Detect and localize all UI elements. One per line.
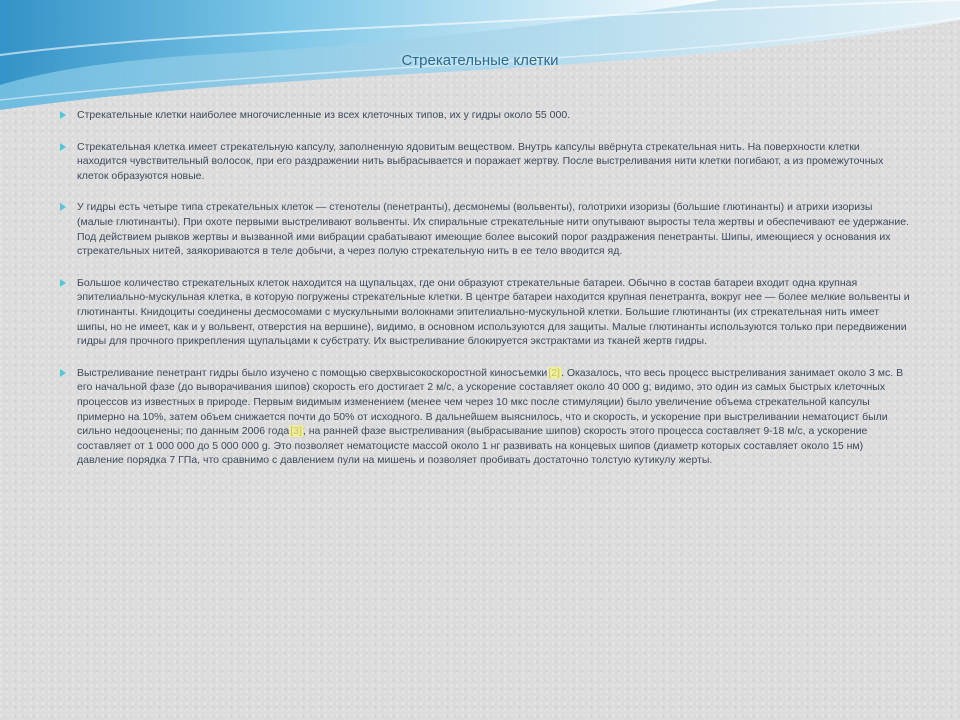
bullet-text: Стрекательная клетка имеет стрекательную капсулу, заполненную ядовитым веществом. Внутрь капсулы ввёрнута стрекательная нить. На поверхности клетки находится чувствительный волосок, при его раздражении нить выбрасывается и поражает жертву. После выстреливания нити клетки погибают, а из промежуточных клеток образуются новые. <box>77 140 884 182</box>
bullet-item <box>60 366 910 468</box>
bullet-arrow-icon <box>60 369 66 377</box>
bullet-arrow-icon <box>60 143 66 151</box>
bullet-text: Стрекательные клетки наиболее многочисленные из всех клеточных типов, их у гидры около 55 000. <box>77 109 571 121</box>
citation-link[interactable]: [2] <box>548 366 560 379</box>
bullet-text: . Оказалось, что весь процесс выстреливания занимает около 3 мс. В его начальной фазе (до выворачивания шипов) скорость его достигает 2 м/с, а ускорение составляет около 40 000 g; видимо, это один из самых быстрых клеточных процессов из известных в природе. Первым видимым изменением (менее чем через 10 мкс после стимуляции) было увеличение объема стрекательной капсулы примерно на 10%, затем объем снижается почти до 50% от исходного. В дальнейшем выяснилось, что и скорость, и ускорение при выстреливании нематоцист были сильно недооценены; по данным 2006 года <box>77 366 904 438</box>
bullet-text: Большое количество стрекательных клеток находится на щупальцах, где они образуют стрекательные батареи. Обычно в состав батареи входит одна крупная эпителиально-мускульная клетка, в которую погружены стрекательные клетки. В центре батареи находится крупная пенетранта, вокруг нее — более мелкие вольвенты и глютинанты. Книдоциты соединены десмосомами с мускульными волокнами эпителиально-мускульной клетки. Большие глютинанты (их стрекательная нить имеет шипы, но не имеет, как и у вольвент, отверстия на вершине), видимо, в основном используются для защиты. Малые глютинанты используются только при передвижении гидры для прочного прикрепления щупальцами к субстрату. Их выстреливание блокируется экстрактами из тканей жертв гидры. <box>77 276 910 348</box>
bullet-arrow-icon <box>60 279 66 287</box>
bullet-list <box>60 108 910 482</box>
bullet-arrow-icon <box>60 111 66 119</box>
citation-link[interactable]: [3] <box>290 425 302 438</box>
bullet-item <box>60 276 910 349</box>
bullet-arrow-icon <box>60 203 66 211</box>
bullet-item <box>60 108 910 123</box>
slide-title: Стрекательные клетки <box>401 52 559 69</box>
bullet-text: , на ранней фазе выстреливания (выбрасывание шипов) скорость этого процесса составляет 9-18 м/с, а ускорение составляет от 1 000 000 до 5 000 000 g. Это позволяет нематоцисте массой около 1 нг развивать на концевых шипов (диаметр которых составляет около 15 нм) давление порядка 7 ГПа, что сравнимо с давлением пули на мишень и позволяет пробивать достаточно толстую кутикулу жерты. <box>77 425 868 467</box>
bullet-text: Выстреливание пенетрант гидры было изучено с помощью сверхвысокоскоростной киносъемки <box>77 366 548 379</box>
bullet-item <box>60 140 910 184</box>
bullet-item <box>60 200 910 258</box>
bullet-text: У гидры есть четыре типа стрекательных клеток — стенотелы (пенетранты), десмонемы (вольвенты), голотрихи изоризы (большие глютинанты) и атрихи изоризы (малые глютинанты). При охоте первыми выстреливают вольвенты. Их спиральные стрекательные нити опутывают выросты тела жертвы и обеспечивают ее удержание. Под действием рывков жертвы и вызванной ими вибрации срабатывают имеющие более высокий порог раздражения пенетранты. Шипы, имеющиеся у основания их стрекательных нитей, заякориваются в теле добычи, а через полую стрекательную нить в ее тело вводится яд. <box>77 201 909 258</box>
